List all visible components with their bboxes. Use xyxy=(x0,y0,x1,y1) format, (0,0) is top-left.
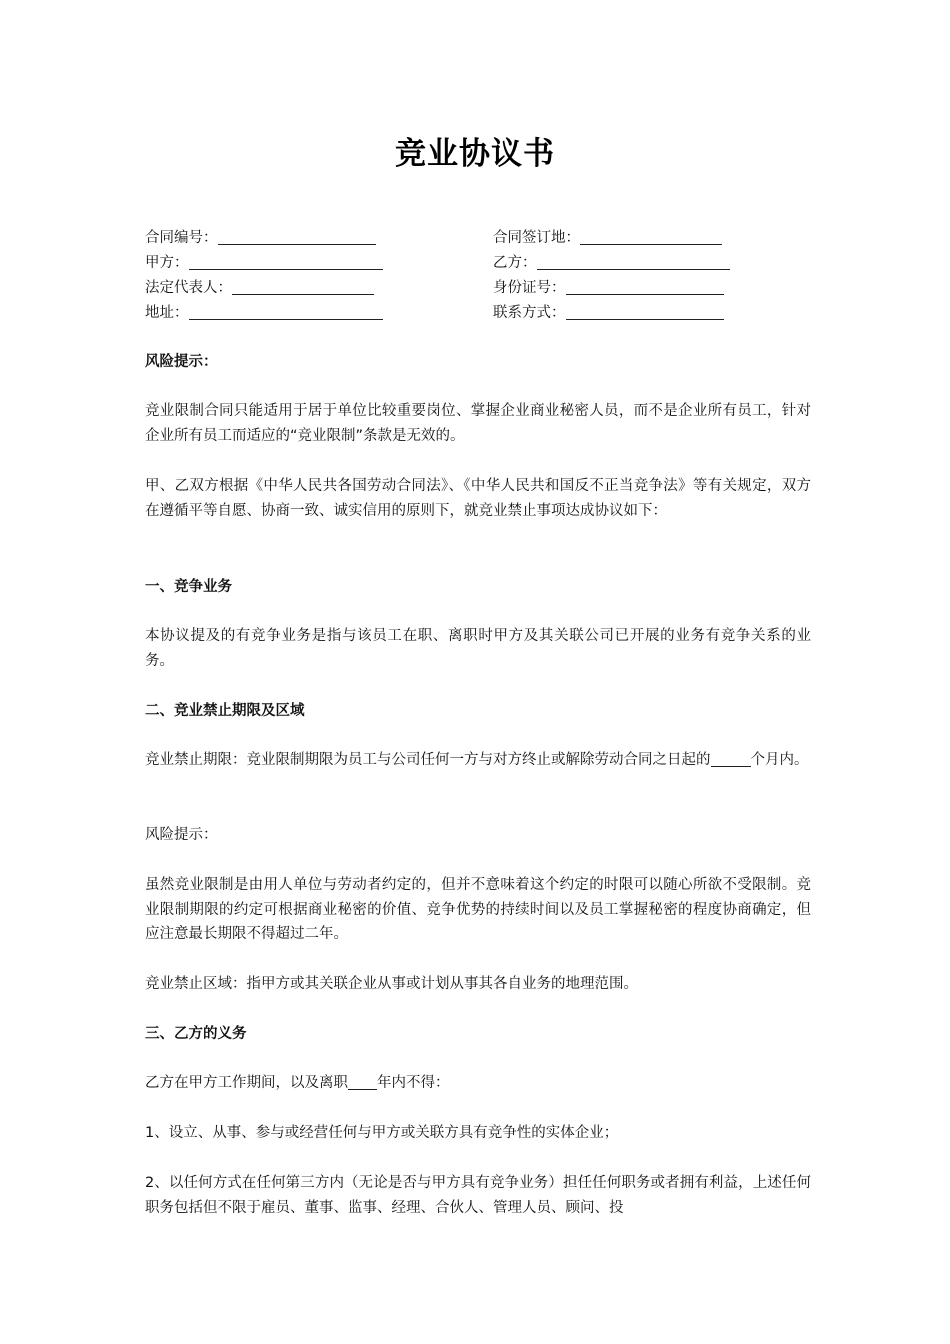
period-months-blank[interactable] xyxy=(711,750,751,767)
section-2-region: 竞业禁止区域：指甲方或其关联企业从事或计划从事其各自业务的地理范围。 xyxy=(145,976,638,992)
sign-place-field xyxy=(493,226,722,251)
contract-no-field xyxy=(145,226,376,251)
document-title: 竞业协议书 xyxy=(395,136,555,172)
section-3-item-1: 1、设立、从事、参与或经营任何与甲方或关联方具有竞争性的实体企业； xyxy=(145,1125,619,1141)
risk-heading: 风险提示： xyxy=(145,354,218,370)
contract-no-label: 合同编号： xyxy=(145,230,218,246)
sign-place-label: 合同签订地： xyxy=(493,230,580,246)
contract-info-fields xyxy=(145,226,745,326)
address-label: 地址： xyxy=(145,305,189,321)
party-b-blank[interactable] xyxy=(537,252,730,270)
party-a-label: 甲方： xyxy=(145,255,189,271)
section-3-heading: 三、乙方的义务 xyxy=(145,1026,247,1042)
contact-field xyxy=(493,301,724,326)
risk-paragraph-2: 虽然竞业限制是由用人单位与劳动者约定的，但并不意味着这个约定的时限可以随心所欲不受限制。竞业限制期限的约定可根据商业秘密的价值、竞争优势的持续时间以及员工掌握秘密的程度协商确定，但应注意最长期限不得超过二年。 xyxy=(145,877,811,942)
field-row xyxy=(145,301,745,326)
section-2-period-suffix: 个月内。 xyxy=(750,752,809,768)
party-b-label: 乙方： xyxy=(493,255,537,271)
legal-rep-field xyxy=(145,276,374,301)
address-field xyxy=(145,301,383,326)
intro-paragraph: 甲、乙双方根据《中华人民共各国劳动合同法》、《中华人民共和国反不正当竞争法》等有关规定，双方在遵循平等自愿、协商一致、诚实信用的原则下，就竞业禁止事项达成协议如下： xyxy=(145,478,811,519)
risk-paragraph: 竞业限制合同只能适用于居于单位比较重要岗位、掌握企业商业秘密人员，而不是企业所有员工，针对企业所有员工而适应的“竞业限制”条款是无效的。 xyxy=(145,403,811,444)
section-3-intro-suffix: 年内不得： xyxy=(377,1075,450,1091)
section-1-heading: 一、竞争业务 xyxy=(145,579,232,595)
legal-rep-blank[interactable] xyxy=(232,277,374,295)
id-no-blank[interactable] xyxy=(566,277,724,295)
field-row xyxy=(145,226,745,251)
id-no-field xyxy=(493,276,724,301)
section-3-intro xyxy=(145,1071,811,1096)
contract-no-blank[interactable] xyxy=(218,227,376,245)
sign-place-blank[interactable] xyxy=(580,227,722,245)
risk-heading-2: 风险提示： xyxy=(145,827,218,843)
party-a-blank[interactable] xyxy=(189,252,383,270)
legal-rep-label: 法定代表人： xyxy=(145,280,232,296)
party-a-field xyxy=(145,251,383,276)
address-blank[interactable] xyxy=(189,302,383,320)
years-blank[interactable] xyxy=(348,1073,377,1090)
section-1-paragraph: 本协议提及的有竞争业务是指与该员工在职、离职时甲方及其关联公司已开展的业务有竞争关系的业务。 xyxy=(145,628,811,669)
section-3-item-2: 2、以任何方式在任何第三方内（无论是否与甲方具有竞争业务）担任任何职务或者拥有利益，上述任何职务包括但不限于雇员、董事、监事、经理、合伙人、管理人员、顾问、投 xyxy=(145,1175,811,1216)
section-2-heading: 二、竞业禁止期限及区域 xyxy=(145,703,305,719)
field-row xyxy=(145,251,745,276)
contact-blank[interactable] xyxy=(566,302,724,320)
id-no-label: 身份证号： xyxy=(493,280,566,296)
section-2-period-prefix: 竞业禁止期限：竞业限制期限为员工与公司任何一方与对方终止或解除劳动合同之日起的 xyxy=(145,752,711,768)
field-row xyxy=(145,276,745,301)
section-2-period xyxy=(145,748,811,773)
contact-label: 联系方式： xyxy=(493,305,566,321)
section-3-intro-prefix: 乙方在甲方工作期间，以及离职 xyxy=(145,1075,348,1091)
party-b-field xyxy=(493,251,730,276)
